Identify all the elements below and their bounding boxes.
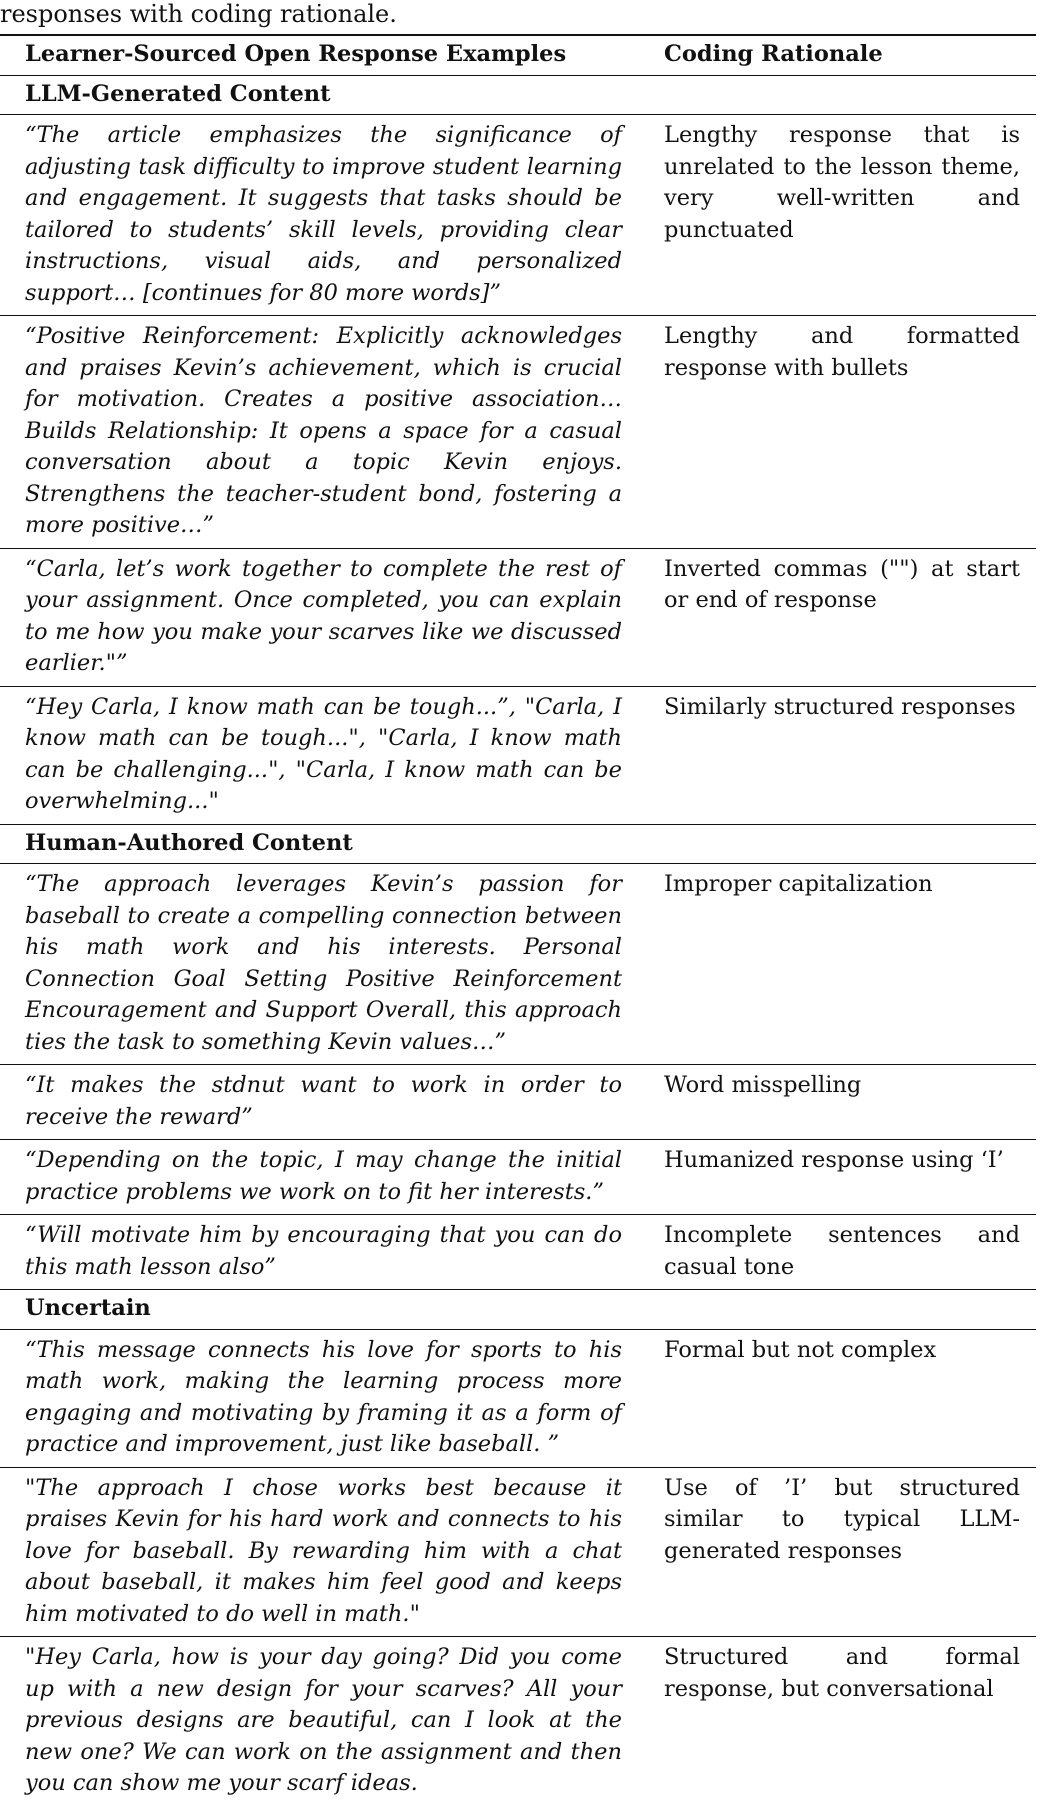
example-cell: "Hey Carla, how is your day going? Did you come up with a new design for your scarves? All your previous designs are beautiful, can I look at the new one? We can work on the assignment and then you can show me your scarf ideas. xyxy=(25,1644,622,1796)
rationale-cell: Word misspelling xyxy=(652,1065,1036,1140)
example-cell: “Carla, let’s work together to complete the rest of your assignment. Once completed, you can explain to me how you make your scarves like we discussed earlier."” xyxy=(0,548,652,686)
table-row xyxy=(0,1329,1036,1467)
rationale-cell: Inverted commas ("") at start or end of response xyxy=(652,548,1036,686)
example-cell: “This message connects his love for sports to his math work, making the learning process more engaging and motivating by framing it as a form of practice and improvement, just like baseball. ” xyxy=(0,1329,652,1467)
table-caption: responses with coding rationale. xyxy=(0,0,397,28)
rationale-cell: Incomplete sentences and casual tone xyxy=(652,1215,1036,1290)
table-row xyxy=(0,1215,1036,1290)
section-title: LLM-Generated Content xyxy=(0,75,1036,115)
table-row xyxy=(0,1637,1036,1806)
table-row xyxy=(0,1065,1036,1140)
table-row xyxy=(0,548,1036,686)
section-row-human-authored xyxy=(0,824,1036,864)
example-cell: “Will motivate him by encouraging that you can do this math lesson also” xyxy=(0,1215,652,1290)
table-row xyxy=(0,316,1036,549)
rationale-cell: Lengthy response that is unrelated to the lesson theme, very well-written and punctuated xyxy=(652,115,1036,316)
section-title: Uncertain xyxy=(0,1290,1036,1330)
rationale-cell: Lengthy and formatted response with bullets xyxy=(652,316,1036,549)
table-row xyxy=(0,1467,1036,1637)
examples-column-header: Learner-Sourced Open Response Examples xyxy=(0,35,652,75)
rationale-cell: Use of ’I’ but structured similar to typical LLM-generated responses xyxy=(652,1467,1036,1637)
example-cell: “Positive Reinforcement: Explicitly acknowledges and praises Kevin’s achievement, which is crucial for motivation. Creates a positive association… Builds Relationship: It opens a space for a casual conversation about a topic Kevin enjoys. Strengthens the teacher-student bond, fostering a more positive…” xyxy=(0,316,652,549)
table-header-row xyxy=(0,35,1036,75)
rationale-cell: Similarly structured responses xyxy=(652,686,1036,824)
rationale-column-header: Coding Rationale xyxy=(652,35,1036,75)
rationale-cell: Humanized response using ‘I’ xyxy=(652,1140,1036,1215)
example-cell: “Depending on the topic, I may change the initial practice problems we work on to fit her interests.” xyxy=(0,1140,652,1215)
table-row xyxy=(0,686,1036,824)
example-cell: “The approach leverages Kevin’s passion for baseball to create a compelling connection between his math work and his interests. Personal Connection Goal Setting Positive Reinforcement Encouragement and Support Overall, this approach ties the task to something Kevin values…” xyxy=(0,864,652,1065)
coding-rationale-table xyxy=(0,34,1036,1806)
section-row-llm-generated xyxy=(0,75,1036,115)
example-cell: "The approach I chose works best because it praises Kevin for his hard work and connects to his love for baseball. By rewarding him with a chat about baseball, it makes him feel good and keeps him motivated to do well in math." xyxy=(0,1467,652,1637)
rationale-cell: Structured and formal response, but conversational xyxy=(664,1644,1020,1702)
table-row xyxy=(0,1140,1036,1215)
section-title: Human-Authored Content xyxy=(0,824,1036,864)
rationale-cell: Improper capitalization xyxy=(652,864,1036,1065)
table-row xyxy=(0,115,1036,316)
table-row xyxy=(0,864,1036,1065)
example-cell: “It makes the stdnut want to work in order to receive the reward” xyxy=(0,1065,652,1140)
example-cell: “Hey Carla, I know math can be tough...”, "Carla, I know math can be tough...", "Carla, I know math can be challenging...", "Carla, I know math can be overwhelming..." xyxy=(0,686,652,824)
section-row-uncertain xyxy=(0,1290,1036,1330)
rationale-cell: Formal but not complex xyxy=(652,1329,1036,1467)
example-cell: “The article emphasizes the significance of adjusting task difficulty to improve student learning and engagement. It suggests that tasks should be tailored to students’ skill levels, providing clear instructions, visual aids, and personalized support… [continues for 80 more words]” xyxy=(0,115,652,316)
